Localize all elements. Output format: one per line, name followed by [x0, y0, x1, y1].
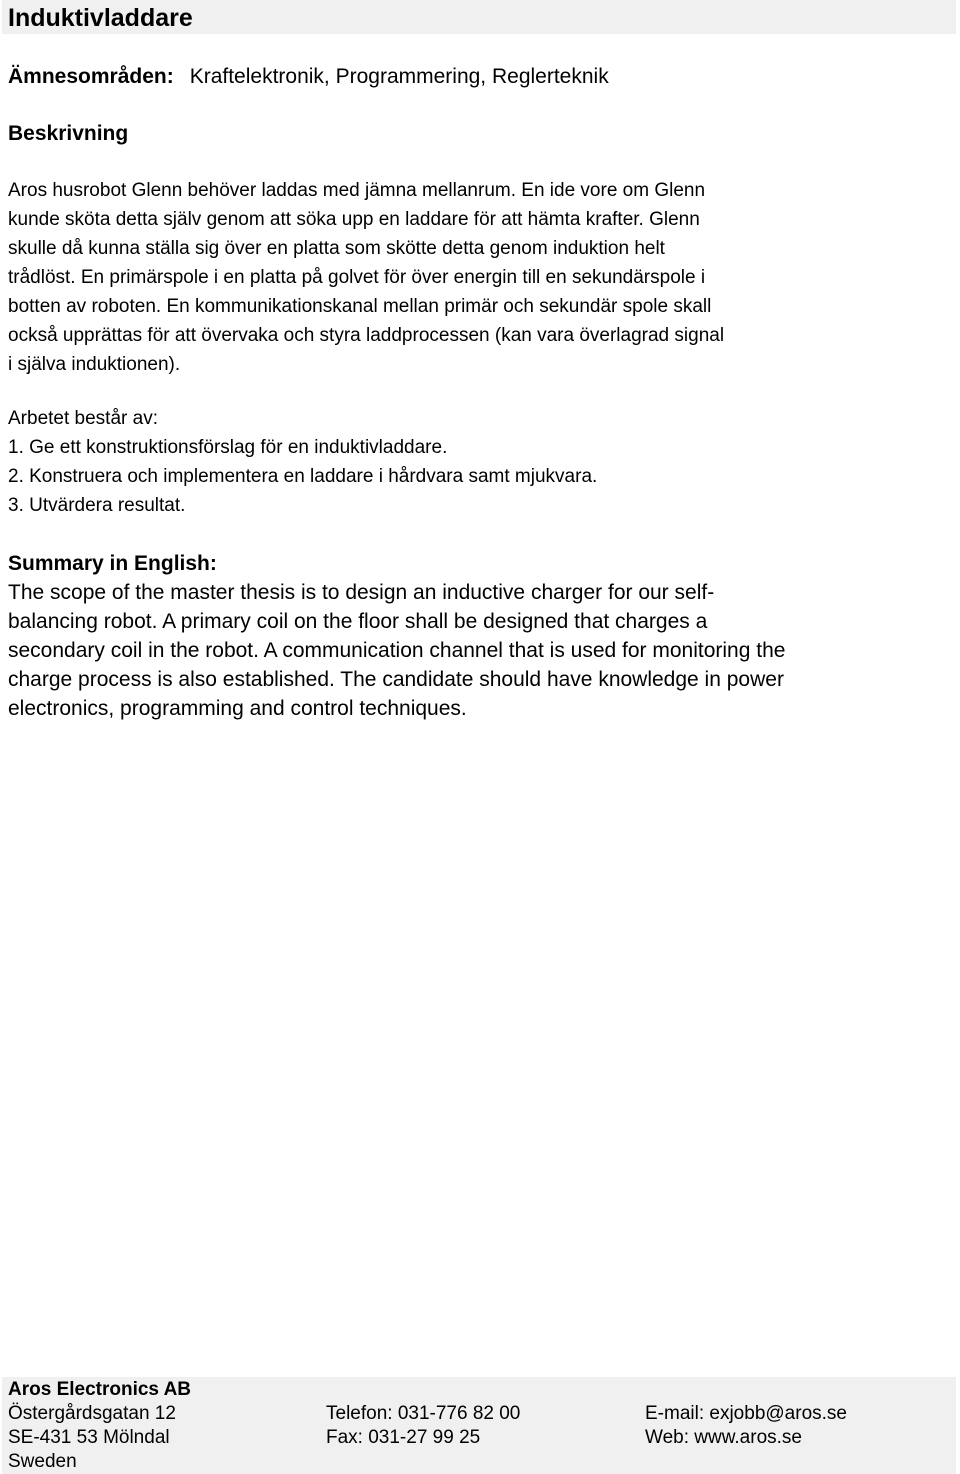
description-line: botten av roboten. En kommunikationskanal mellan primär och sekundär spole skall	[8, 296, 712, 317]
description-line: skulle då kunna ställa sig över en platta som skötte detta genom induktion helt	[8, 238, 665, 259]
document-title: Induktivladdare	[8, 4, 193, 32]
footer-company: Aros Electronics AB	[8, 1379, 192, 1400]
summary-line: The scope of the master thesis is to design an inductive charger for our self-	[8, 581, 715, 604]
description-line: Aros husrobot Glenn behöver laddas med jämna mellanrum. En ide vore om Glenn	[8, 180, 706, 201]
subject-areas	[8, 63, 609, 91]
summary-line: charge process is also established. The candidate should have knowledge in power	[8, 668, 784, 691]
description-text	[8, 176, 954, 379]
work-section	[8, 404, 954, 520]
work-heading: Arbetet består av:	[8, 408, 158, 429]
work-item: 2. Konstruera och implementera en laddare i hårdvara samt mjukvara.	[8, 466, 598, 487]
description-line: också upprättas för att övervaka och styra laddprocessen (kan vara överlagrad signal	[8, 325, 725, 346]
footer-address-country: Sweden	[8, 1451, 77, 1472]
summary-line: electronics, programming and control techniques.	[8, 697, 467, 720]
footer-fax: Fax: 031-27 99 25	[326, 1427, 481, 1448]
summary-line: balancing robot. A primary coil on the floor shall be designed that charges a	[8, 610, 708, 633]
footer-web[interactable]: Web: www.aros.se	[645, 1427, 802, 1448]
subject-label: Ämnesområden:	[8, 65, 174, 88]
summary-heading: Summary in English:	[8, 552, 217, 575]
work-item: 3. Utvärdera resultat.	[8, 495, 186, 516]
description-line: kunde sköta detta själv genom att söka upp en laddare för att hämta krafter. Glenn	[8, 209, 700, 230]
description-line: i själva induktionen).	[8, 354, 181, 375]
summary-line: secondary coil in the robot. A communication channel that is used for monitoring the	[8, 639, 786, 662]
work-item: 1. Ge ett konstruktionsförslag för en induktivladdare.	[8, 437, 448, 458]
footer-address-city: SE-431 53 Mölndal	[8, 1427, 170, 1448]
footer-email[interactable]: E-mail: exjobb@aros.se	[645, 1403, 847, 1424]
description-heading: Beskrivning	[8, 122, 129, 145]
footer-address-street: Östergårdsgatan 12	[8, 1403, 176, 1424]
subject-value: Kraftelektronik, Programmering, Reglerteknik	[189, 65, 609, 88]
summary-text	[8, 578, 954, 723]
footer-phone: Telefon: 031-776 82 00	[326, 1403, 521, 1424]
description-line: trådlöst. En primärspole i en platta på golvet för över energin till en sekundärspole i	[8, 267, 706, 288]
